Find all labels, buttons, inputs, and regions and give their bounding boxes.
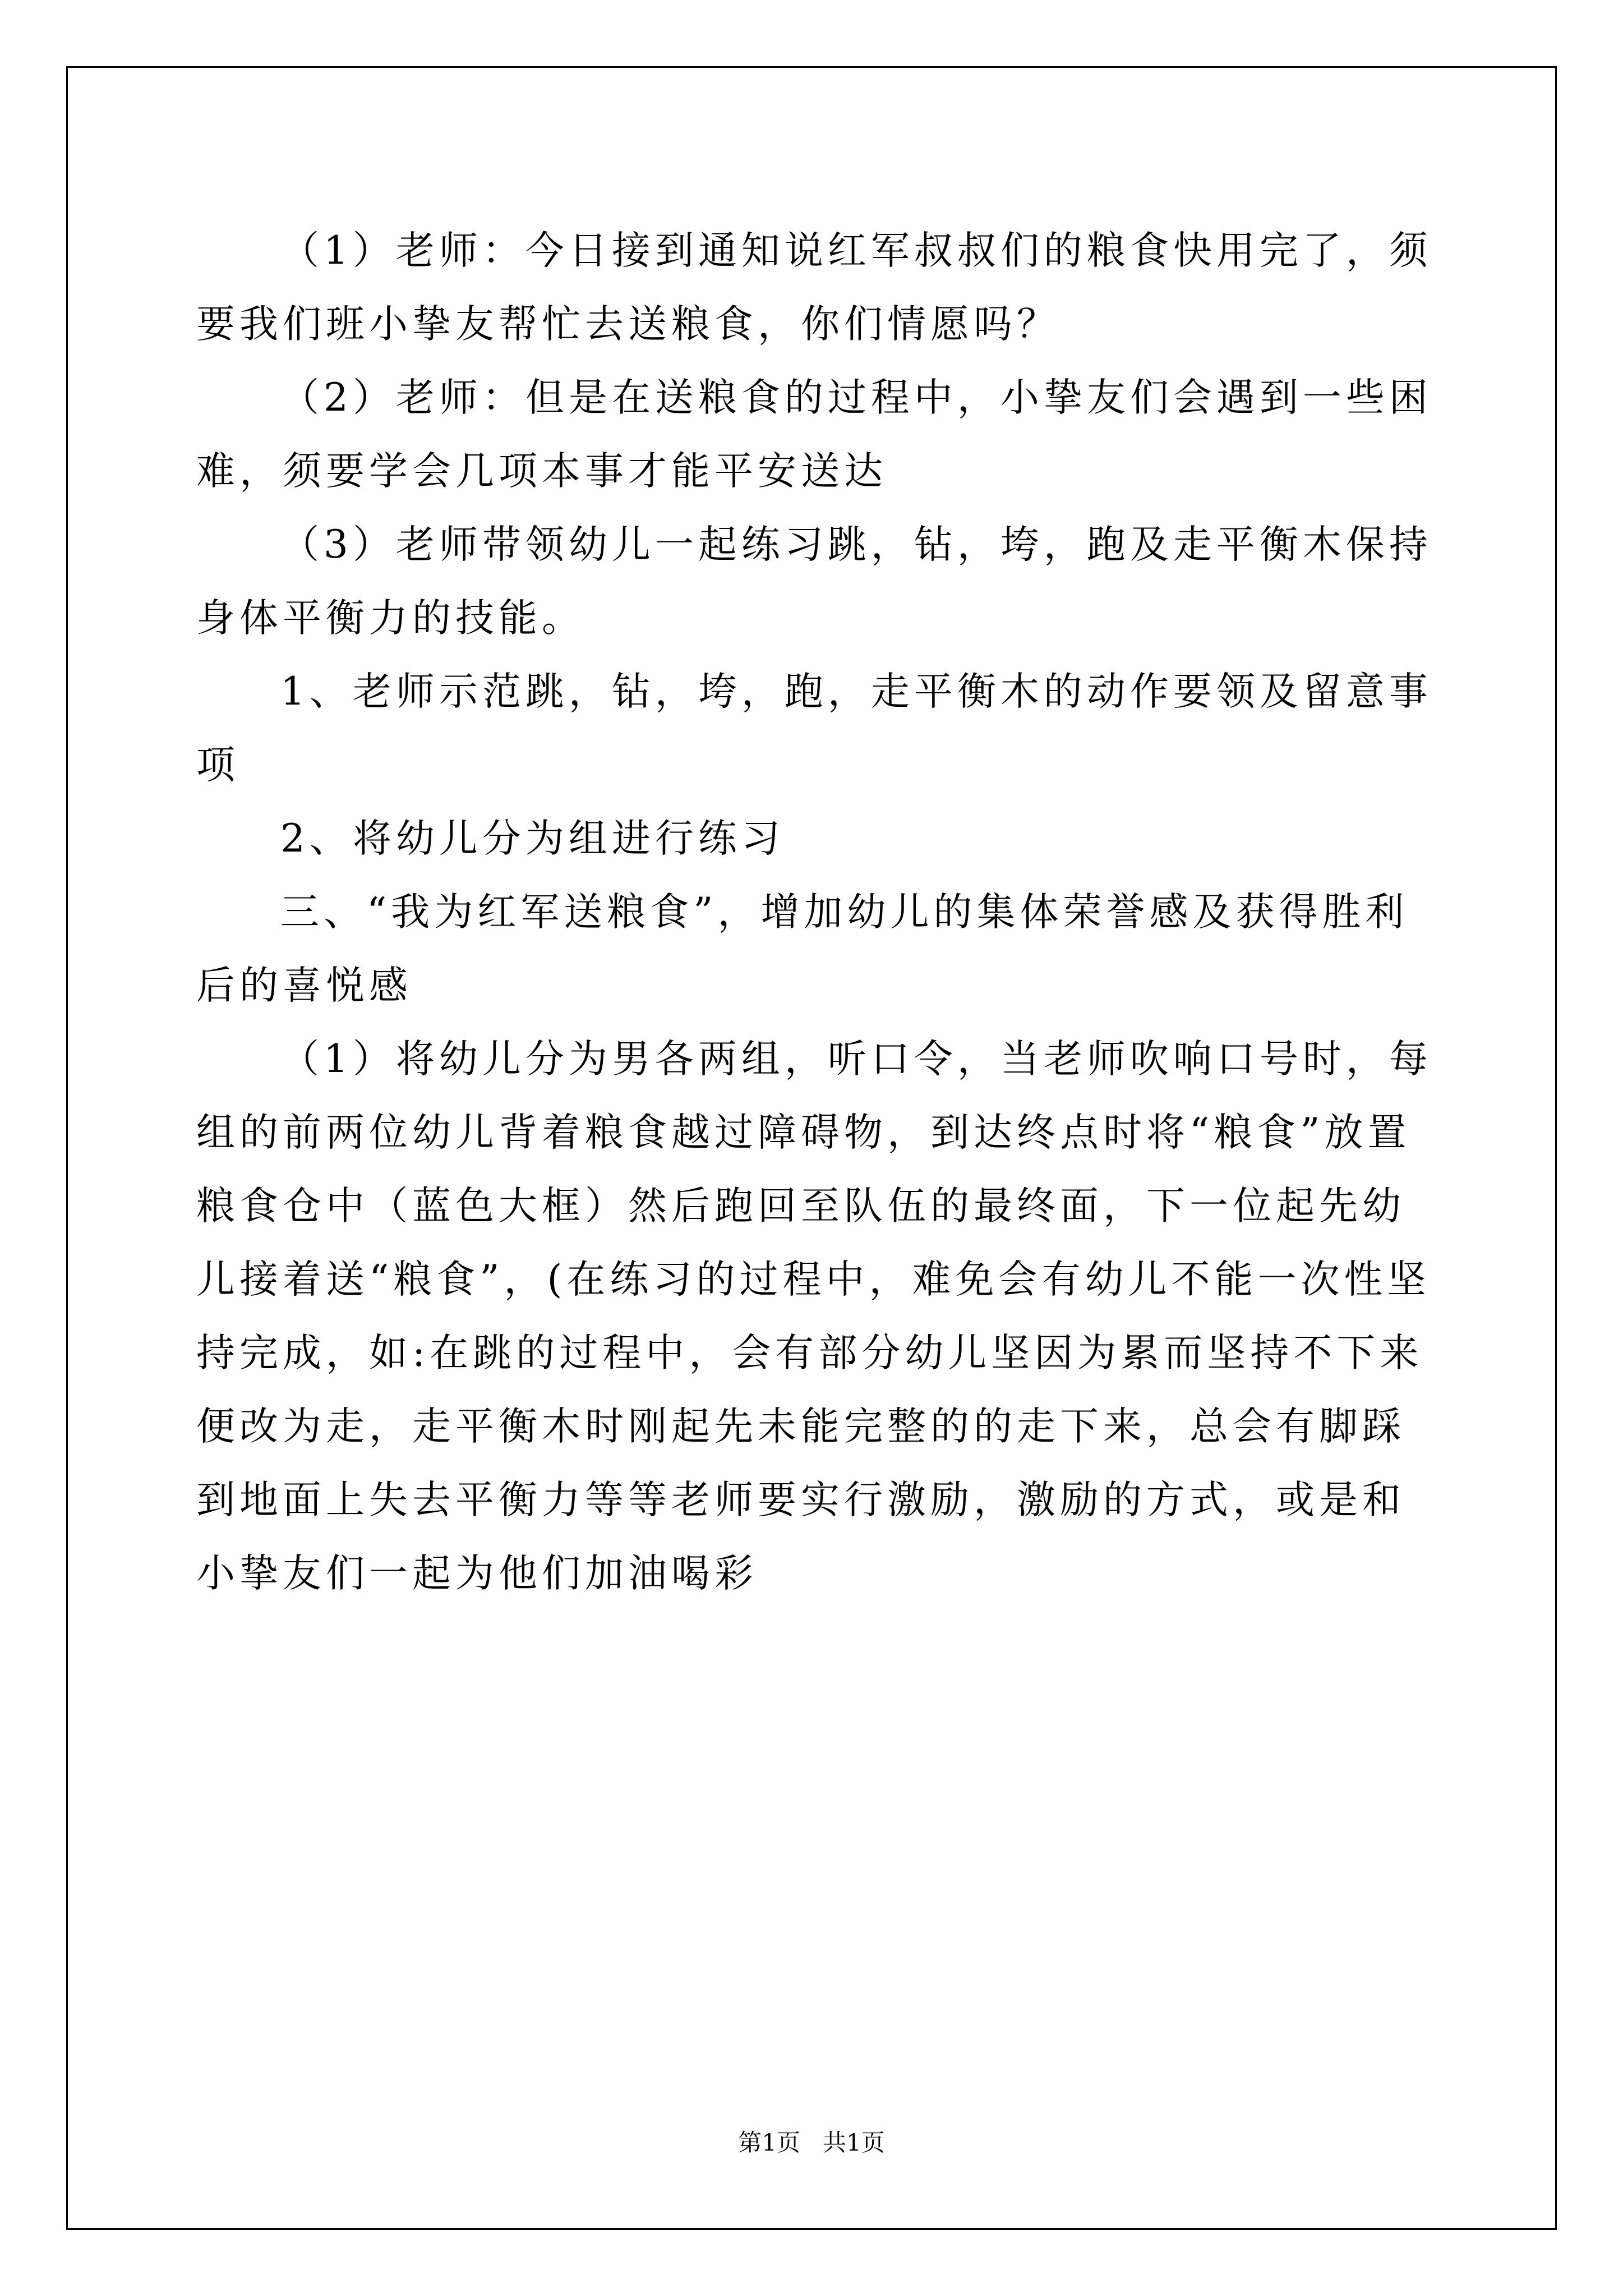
paragraph-6: 三、“我为红军送粮食”，增加幼儿的集体荣誉感及获得胜利后的喜悦感 xyxy=(196,890,1409,1008)
paragraph-5: 2、将幼儿分为组进行练习 xyxy=(280,816,785,861)
document-body xyxy=(196,214,1436,1611)
paragraph-1: （1）老师：今日接到通知说红军叔叔们的粮食快用完了，须要我们班小挚友帮忙去送粮食，你们情愿吗？ xyxy=(196,228,1432,347)
paragraph-4: 1、老师示范跳，钻，垮，跑，走平衡木的动作要领及留意事项 xyxy=(196,669,1432,788)
page-footer: 第1页 共1页 xyxy=(738,2129,885,2156)
paragraph-2: （2）老师：但是在送粮食的过程中，小挚友们会遇到一些困难，须要学会几项本事才能平安送达 xyxy=(196,375,1432,494)
paragraph-7: （1）将幼儿分为男各两组，听口令，当老师吹响口号时，每组的前两位幼儿背着粮食越过障碍物，到达终点时将“粮食”放置粮食仓中（蓝色大框）然后跑回至队伍的最终面，下一位起先幼儿接着送“粮食”，(在练习的过程中，难免会有幼儿不能一次性坚持完成，如:在跳的过程中，会有部分幼儿坚因为累而坚持不下来便改为走，走平衡木时刚起先未能完整的的走下来，总会有脚踩到地面上失去平衡力等等老师要实行激励，激励的方式，或是和小挚友们一起为他们加油喝彩 xyxy=(196,1037,1432,1596)
paragraph-3: （3）老师带领幼儿一起练习跳，钻，垮，跑及走平衡木保持身体平衡力的技能。 xyxy=(196,522,1432,641)
